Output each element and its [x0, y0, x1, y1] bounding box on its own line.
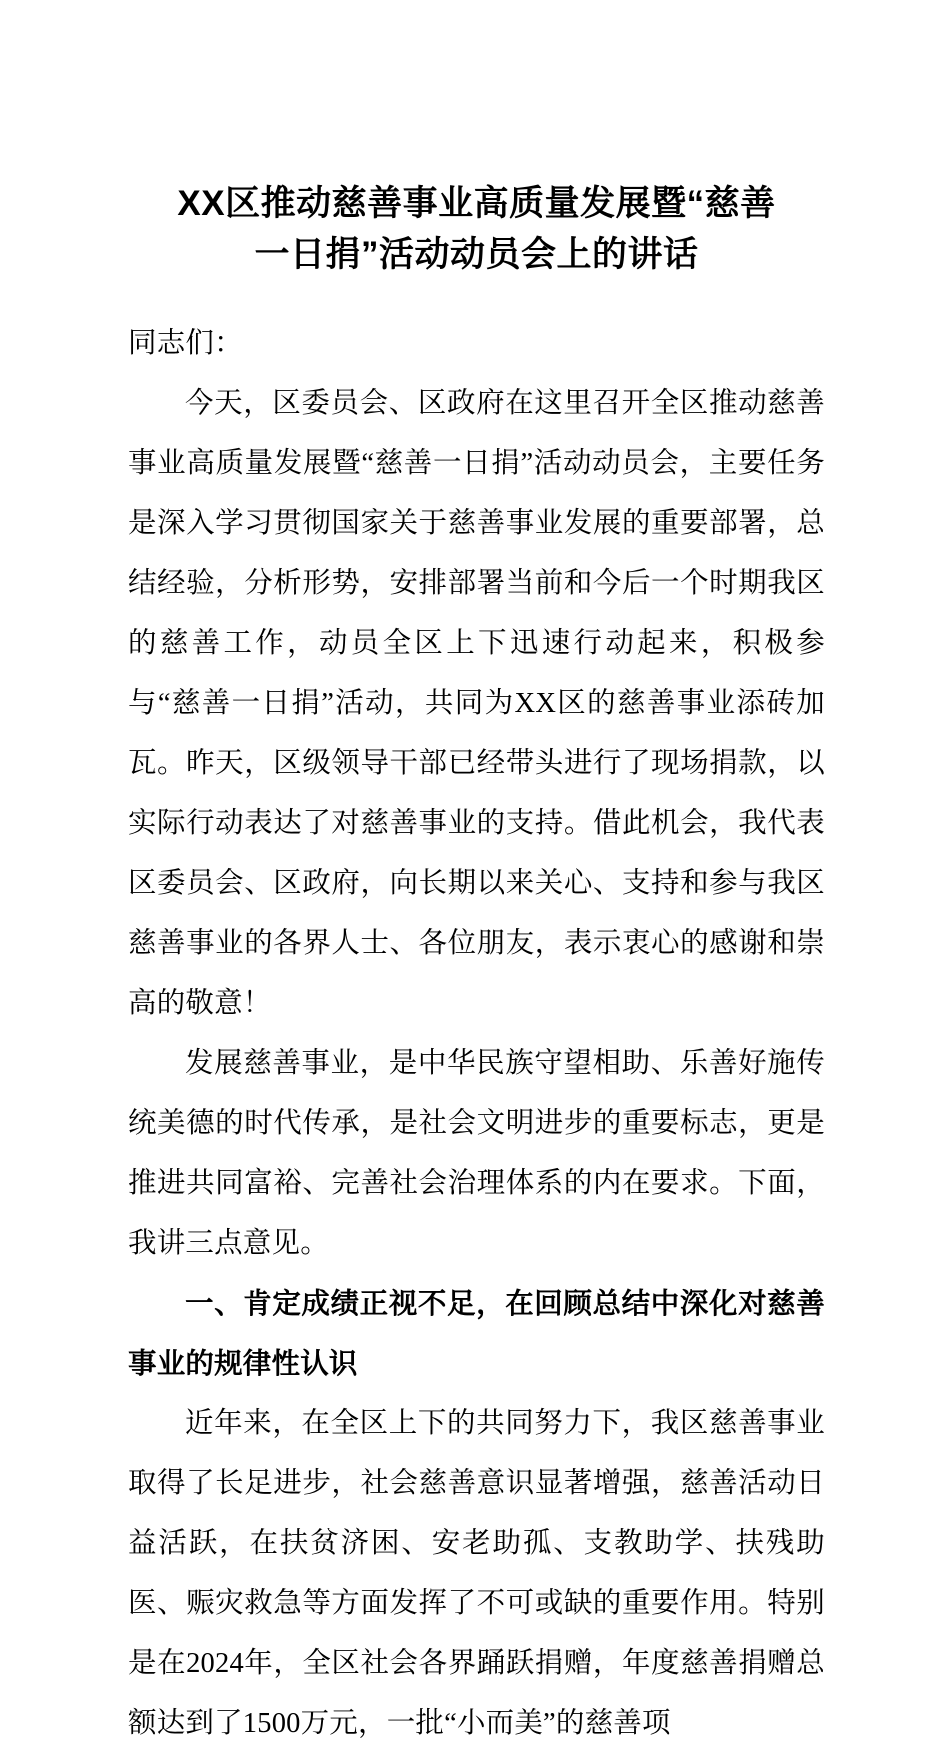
paragraph-2: 发展慈善事业，是中华民族守望相助、乐善好施传统美德的时代传承，是社会文明进步的重要标志，更是推进共同富裕、完善社会治理体系的内在要求。下面，我讲三点意见。	[128, 1048, 825, 1259]
title-line-1: XX区推动慈善事业高质量发展暨“慈善	[177, 184, 776, 223]
section-heading-1: 一、肯定成绩正视不足，在回顾总结中深化对慈善事业的规律性认识	[128, 1288, 825, 1380]
paragraph-3: 近年来，在全区上下的共同努力下，我区慈善事业取得了长足进步，社会慈善意识显著增强，慈善活动日益活跃，在扶贫济困、安老助孤、支教助学、扶残助医、赈灾救急等方面发挥了不可或缺的重要作用。特别是在2024年，全区社会各界踊跃捐赠，年度慈善捐赠总额达到了1500万元，一批“小而美”的慈善项	[128, 1408, 825, 1739]
document-content	[128, 0, 825, 1754]
paragraph-1: 今天，区委员会、区政府在这里召开全区推动慈善事业高质量发展暨“慈善一日捐”活动动员会，主要任务是深入学习贯彻国家关于慈善事业发展的重要部署，总结经验，分析形势，安排部署当前和今后一个时期我区的慈善工作，动员全区上下迅速行动起来，积极参与“慈善一日捐”活动，共同为XX区的慈善事业添砖加瓦。昨天，区级领导干部已经带头进行了现场捐款，以实际行动表达了对慈善事业的支持。借此机会，我代表区委员会、区政府，向长期以来关心、支持和参与我区慈善事业的各界人士、各位朋友，表示衷心的感谢和崇高的敬意！	[128, 388, 825, 1019]
salutation: 同志们：	[128, 328, 243, 359]
title-line-2: 一日捐”活动动员会上的讲话	[254, 235, 699, 274]
page-title	[128, 0, 825, 280]
document-body	[128, 314, 825, 1754]
